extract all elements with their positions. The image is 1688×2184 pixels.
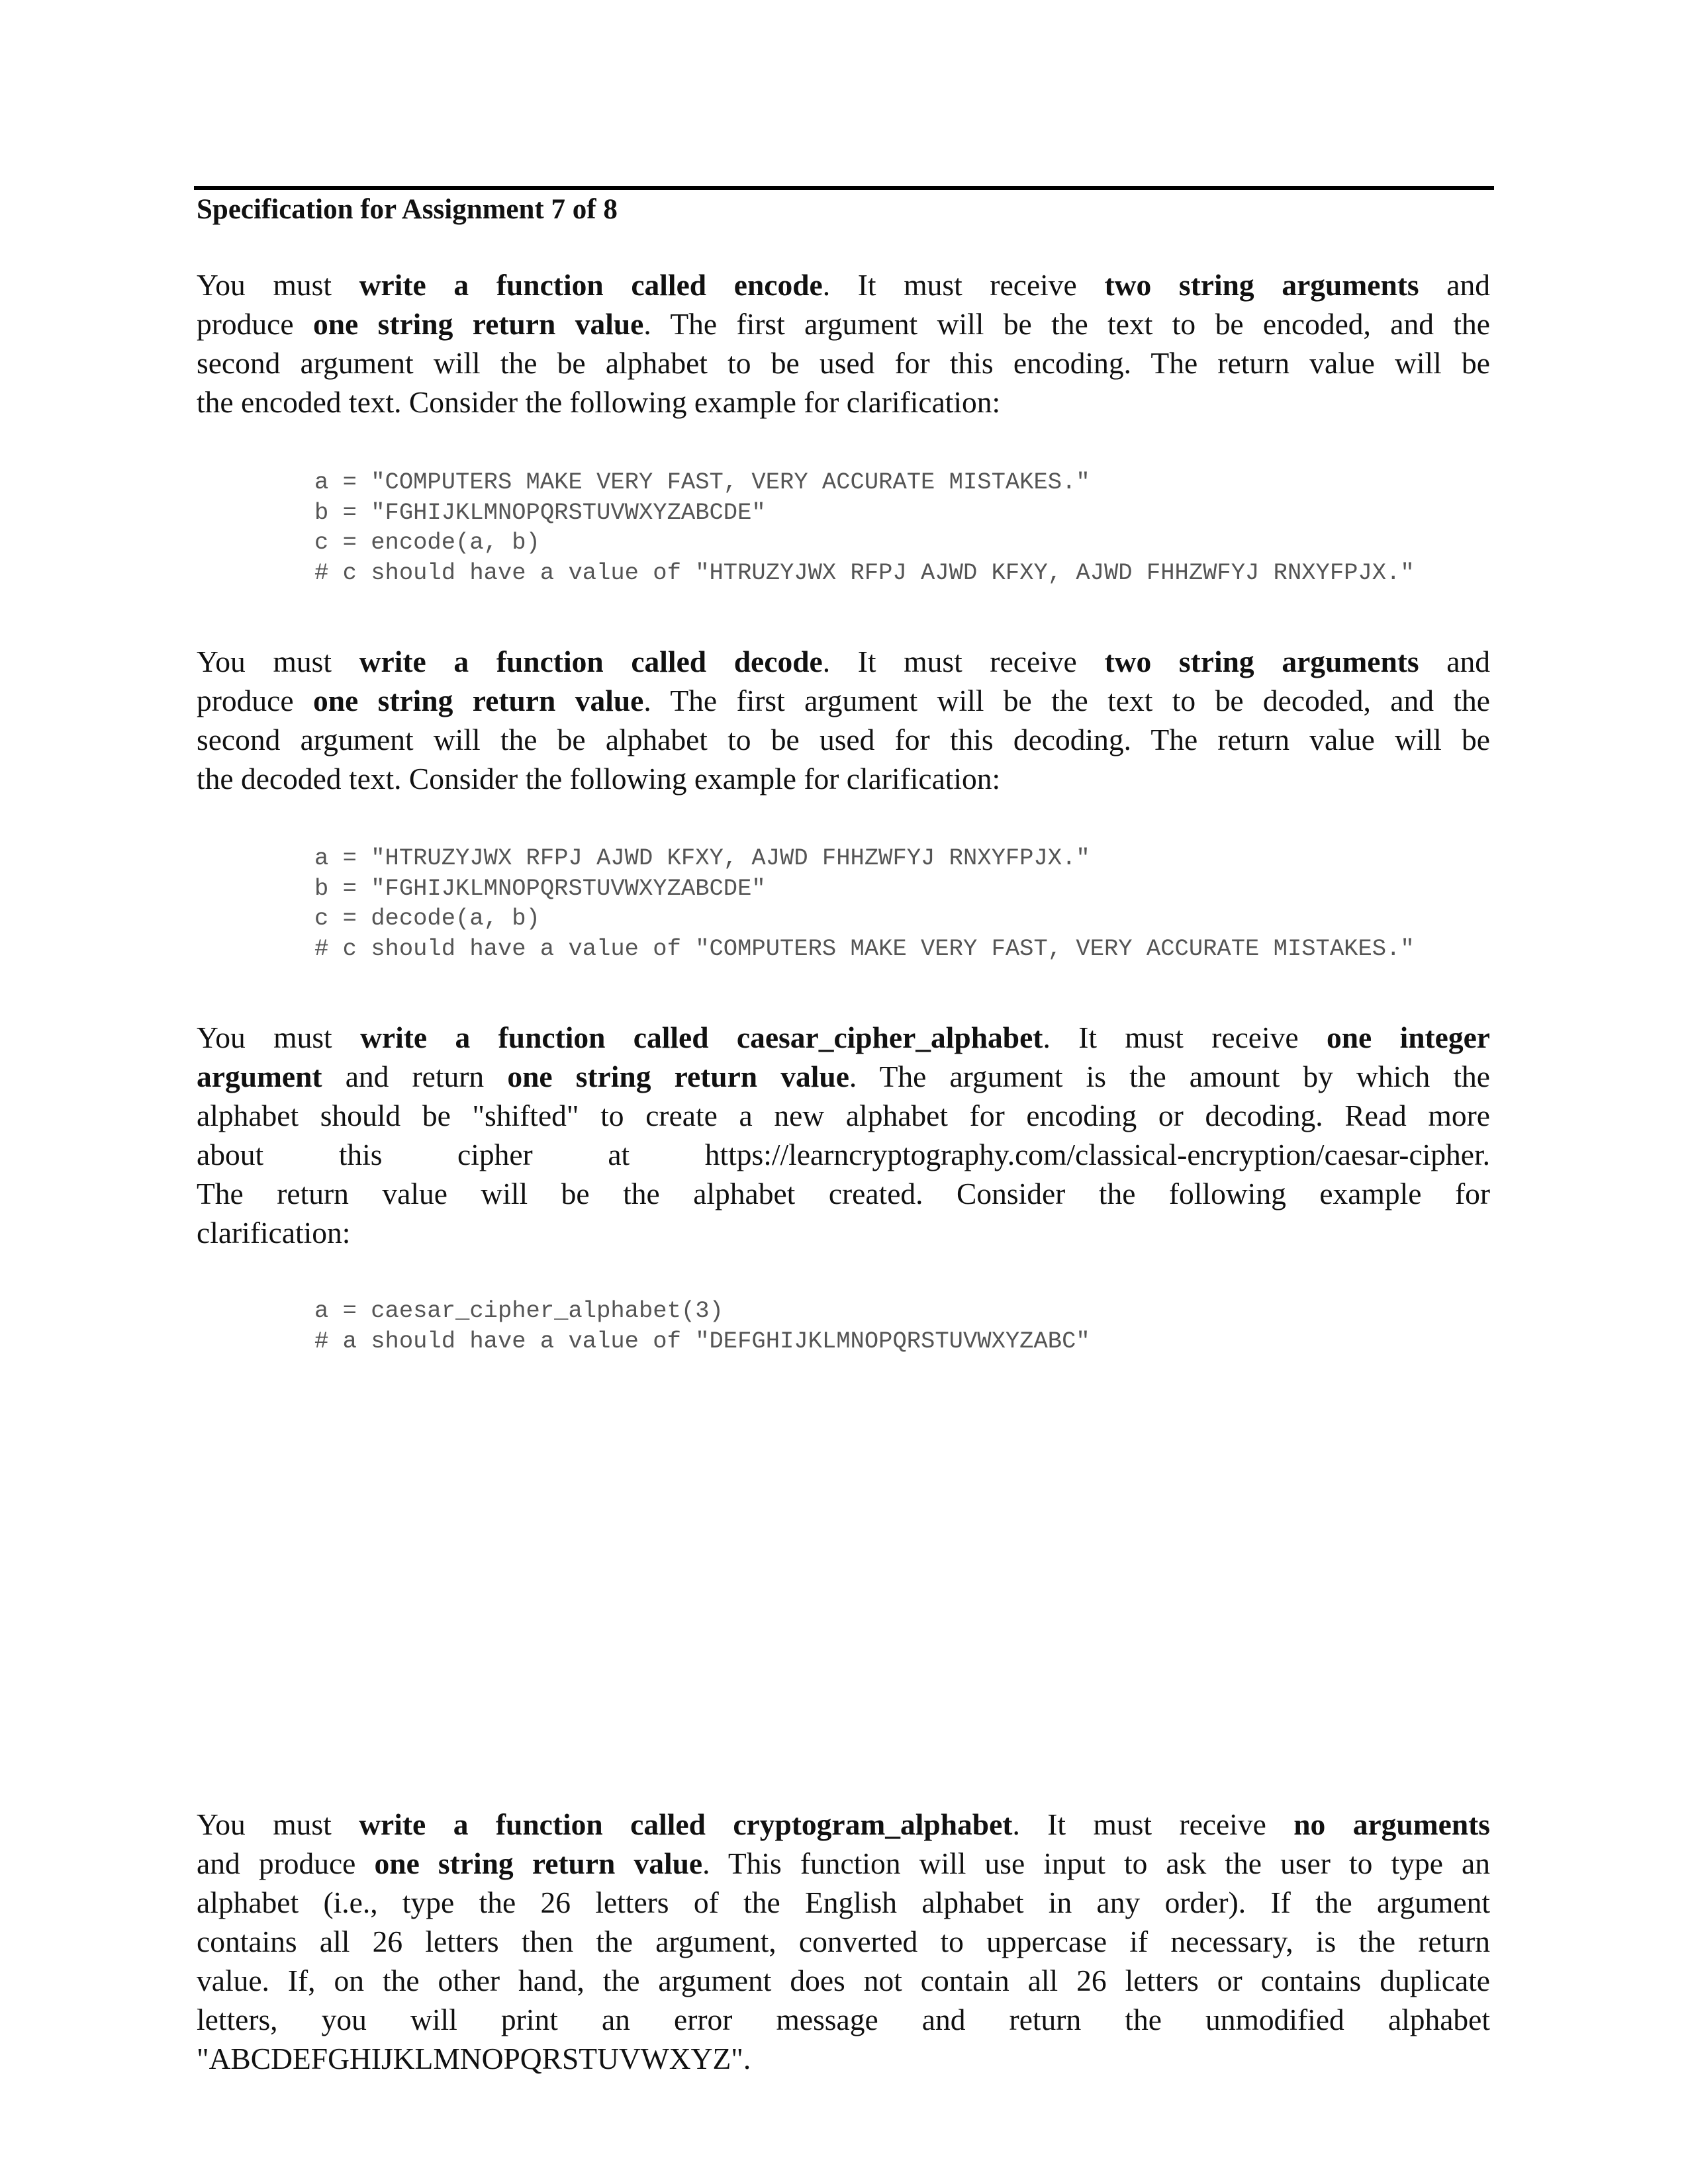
text-line (197, 1135, 1490, 1174)
text: produce (197, 307, 313, 341)
text: . The first argument will be the text to be encoded, and the (643, 307, 1490, 341)
text-line (197, 1213, 1490, 1252)
code-line: a = "HTRUZYJWX RFPJ AJWD KFXY, AJWD FHHZWFYJ RNXYFPJX." (314, 844, 1090, 872)
text: the decoded text. Consider the following example for clarification: (197, 762, 1001, 796)
code-line: b = "FGHIJKLMNOPQRSTUVWXYZABCDE" (314, 498, 766, 526)
encode-spec-paragraph (197, 265, 1490, 422)
text-line (197, 2039, 1490, 2078)
decode-spec-paragraph (197, 642, 1490, 798)
text: letters, you will print an error message and return the unmodified alphabet (197, 2003, 1490, 2036)
text: You must (197, 1807, 359, 1841)
code-line: a = caesar_cipher_alphabet(3) (314, 1297, 724, 1324)
text-line (197, 642, 1490, 681)
caesar-spec-paragraph (197, 1018, 1490, 1252)
text: The return value will be the alphabet created. Consider the following example for (197, 1177, 1490, 1210)
text: and produce (197, 1846, 375, 1880)
text: . It must receive (822, 645, 1105, 678)
cryptogram-spec-paragraph (197, 1805, 1490, 2078)
caesar-example-code (314, 1296, 1090, 1356)
text-line (197, 265, 1490, 304)
encode-example-code (314, 467, 1415, 588)
text: produce (197, 684, 313, 717)
bold-text: one string return value (312, 684, 644, 717)
text-line (197, 1805, 1490, 1844)
bold-text: one string return value (374, 1846, 703, 1880)
bold-text: no arguments (1293, 1807, 1491, 1841)
text: clarification: (197, 1216, 351, 1250)
text: You must (197, 268, 359, 302)
text-line (197, 681, 1490, 720)
text-line (197, 1844, 1490, 1883)
text: . It must receive (822, 268, 1105, 302)
code-line: # c should have a value of "HTRUZYJWX RFPJ AJWD KFXY, AJWD FHHZWFYJ RNXYFPJX." (314, 559, 1415, 586)
text: contains all 26 letters then the argument, converted to uppercase if necessary, is the return (197, 1925, 1490, 1958)
bold-text: two string arguments (1104, 645, 1419, 678)
text-line (197, 343, 1490, 383)
bold-text: argument (197, 1060, 322, 1093)
text: . It must receive (1012, 1807, 1294, 1841)
text: second argument will the be alphabet to be used for this encoding. The return value will be (197, 346, 1490, 380)
text: alphabet (i.e., type the 26 letters of the English alphabet in any order). If the argument (197, 1886, 1490, 1919)
code-line: # c should have a value of "COMPUTERS MAKE VERY FAST, VERY ACCURATE MISTAKES." (314, 934, 1415, 962)
text: You must (197, 645, 359, 678)
bold-text: write a function called decode (359, 645, 823, 678)
text: second argument will the be alphabet to be used for this decoding. The return value will be (197, 723, 1490, 756)
text-line (197, 759, 1490, 798)
text-line (197, 720, 1490, 759)
text-line (197, 1961, 1490, 2000)
code-line: c = decode(a, b) (314, 905, 540, 932)
bold-text: write a function called cryptogram_alphabet (359, 1807, 1013, 1841)
text: . It must receive (1043, 1021, 1327, 1054)
page-title: Specification for Assignment 7 of 8 (197, 194, 618, 225)
code-line: b = "FGHIJKLMNOPQRSTUVWXYZABCDE" (314, 874, 766, 902)
text-line (197, 1018, 1490, 1057)
text-line (197, 1096, 1490, 1135)
header-rule (194, 186, 1494, 190)
text: and (1419, 645, 1490, 678)
code-line: c = encode(a, b) (314, 529, 540, 556)
text: alphabet should be "shifted" to create a new alphabet for encoding or decoding. Read more (197, 1099, 1490, 1132)
bold-text: write a function called caesar_cipher_alphabet (360, 1021, 1043, 1054)
decode-example-code (314, 843, 1415, 964)
bold-text: one string return value (507, 1060, 849, 1093)
bold-text: two string arguments (1104, 268, 1419, 302)
text: "ABCDEFGHIJKLMNOPQRSTUVWXYZ". (197, 2042, 751, 2075)
text: . This function will use input to ask the user to type an (702, 1846, 1490, 1880)
text-line (197, 304, 1490, 343)
text-line (197, 1174, 1490, 1213)
text-line (197, 2000, 1490, 2039)
text: . The first argument will be the text to be decoded, and the (643, 684, 1490, 717)
text: about this cipher at https://learncryptography.com/classical-encryption/caesar-cipher. (197, 1138, 1490, 1171)
text-line (197, 1057, 1490, 1096)
bold-text: one string return value (312, 307, 644, 341)
text: value. If, on the other hand, the argument does not contain all 26 letters or contains duplicate (197, 1964, 1490, 1997)
text-line (197, 1883, 1490, 1922)
text-line (197, 1922, 1490, 1961)
bold-text: one integer (1326, 1021, 1491, 1054)
bold-text: write a function called encode (359, 268, 823, 302)
text: You must (197, 1021, 361, 1054)
code-line: # a should have a value of "DEFGHIJKLMNOPQRSTUVWXYZABC" (314, 1327, 1090, 1355)
text: . The argument is the amount by which the (849, 1060, 1490, 1093)
text-line (197, 383, 1490, 422)
text: and return (322, 1060, 508, 1093)
text: and (1419, 268, 1490, 302)
text: the encoded text. Consider the following example for clarification: (197, 385, 1001, 419)
code-line: a = "COMPUTERS MAKE VERY FAST, VERY ACCURATE MISTAKES." (314, 469, 1090, 496)
